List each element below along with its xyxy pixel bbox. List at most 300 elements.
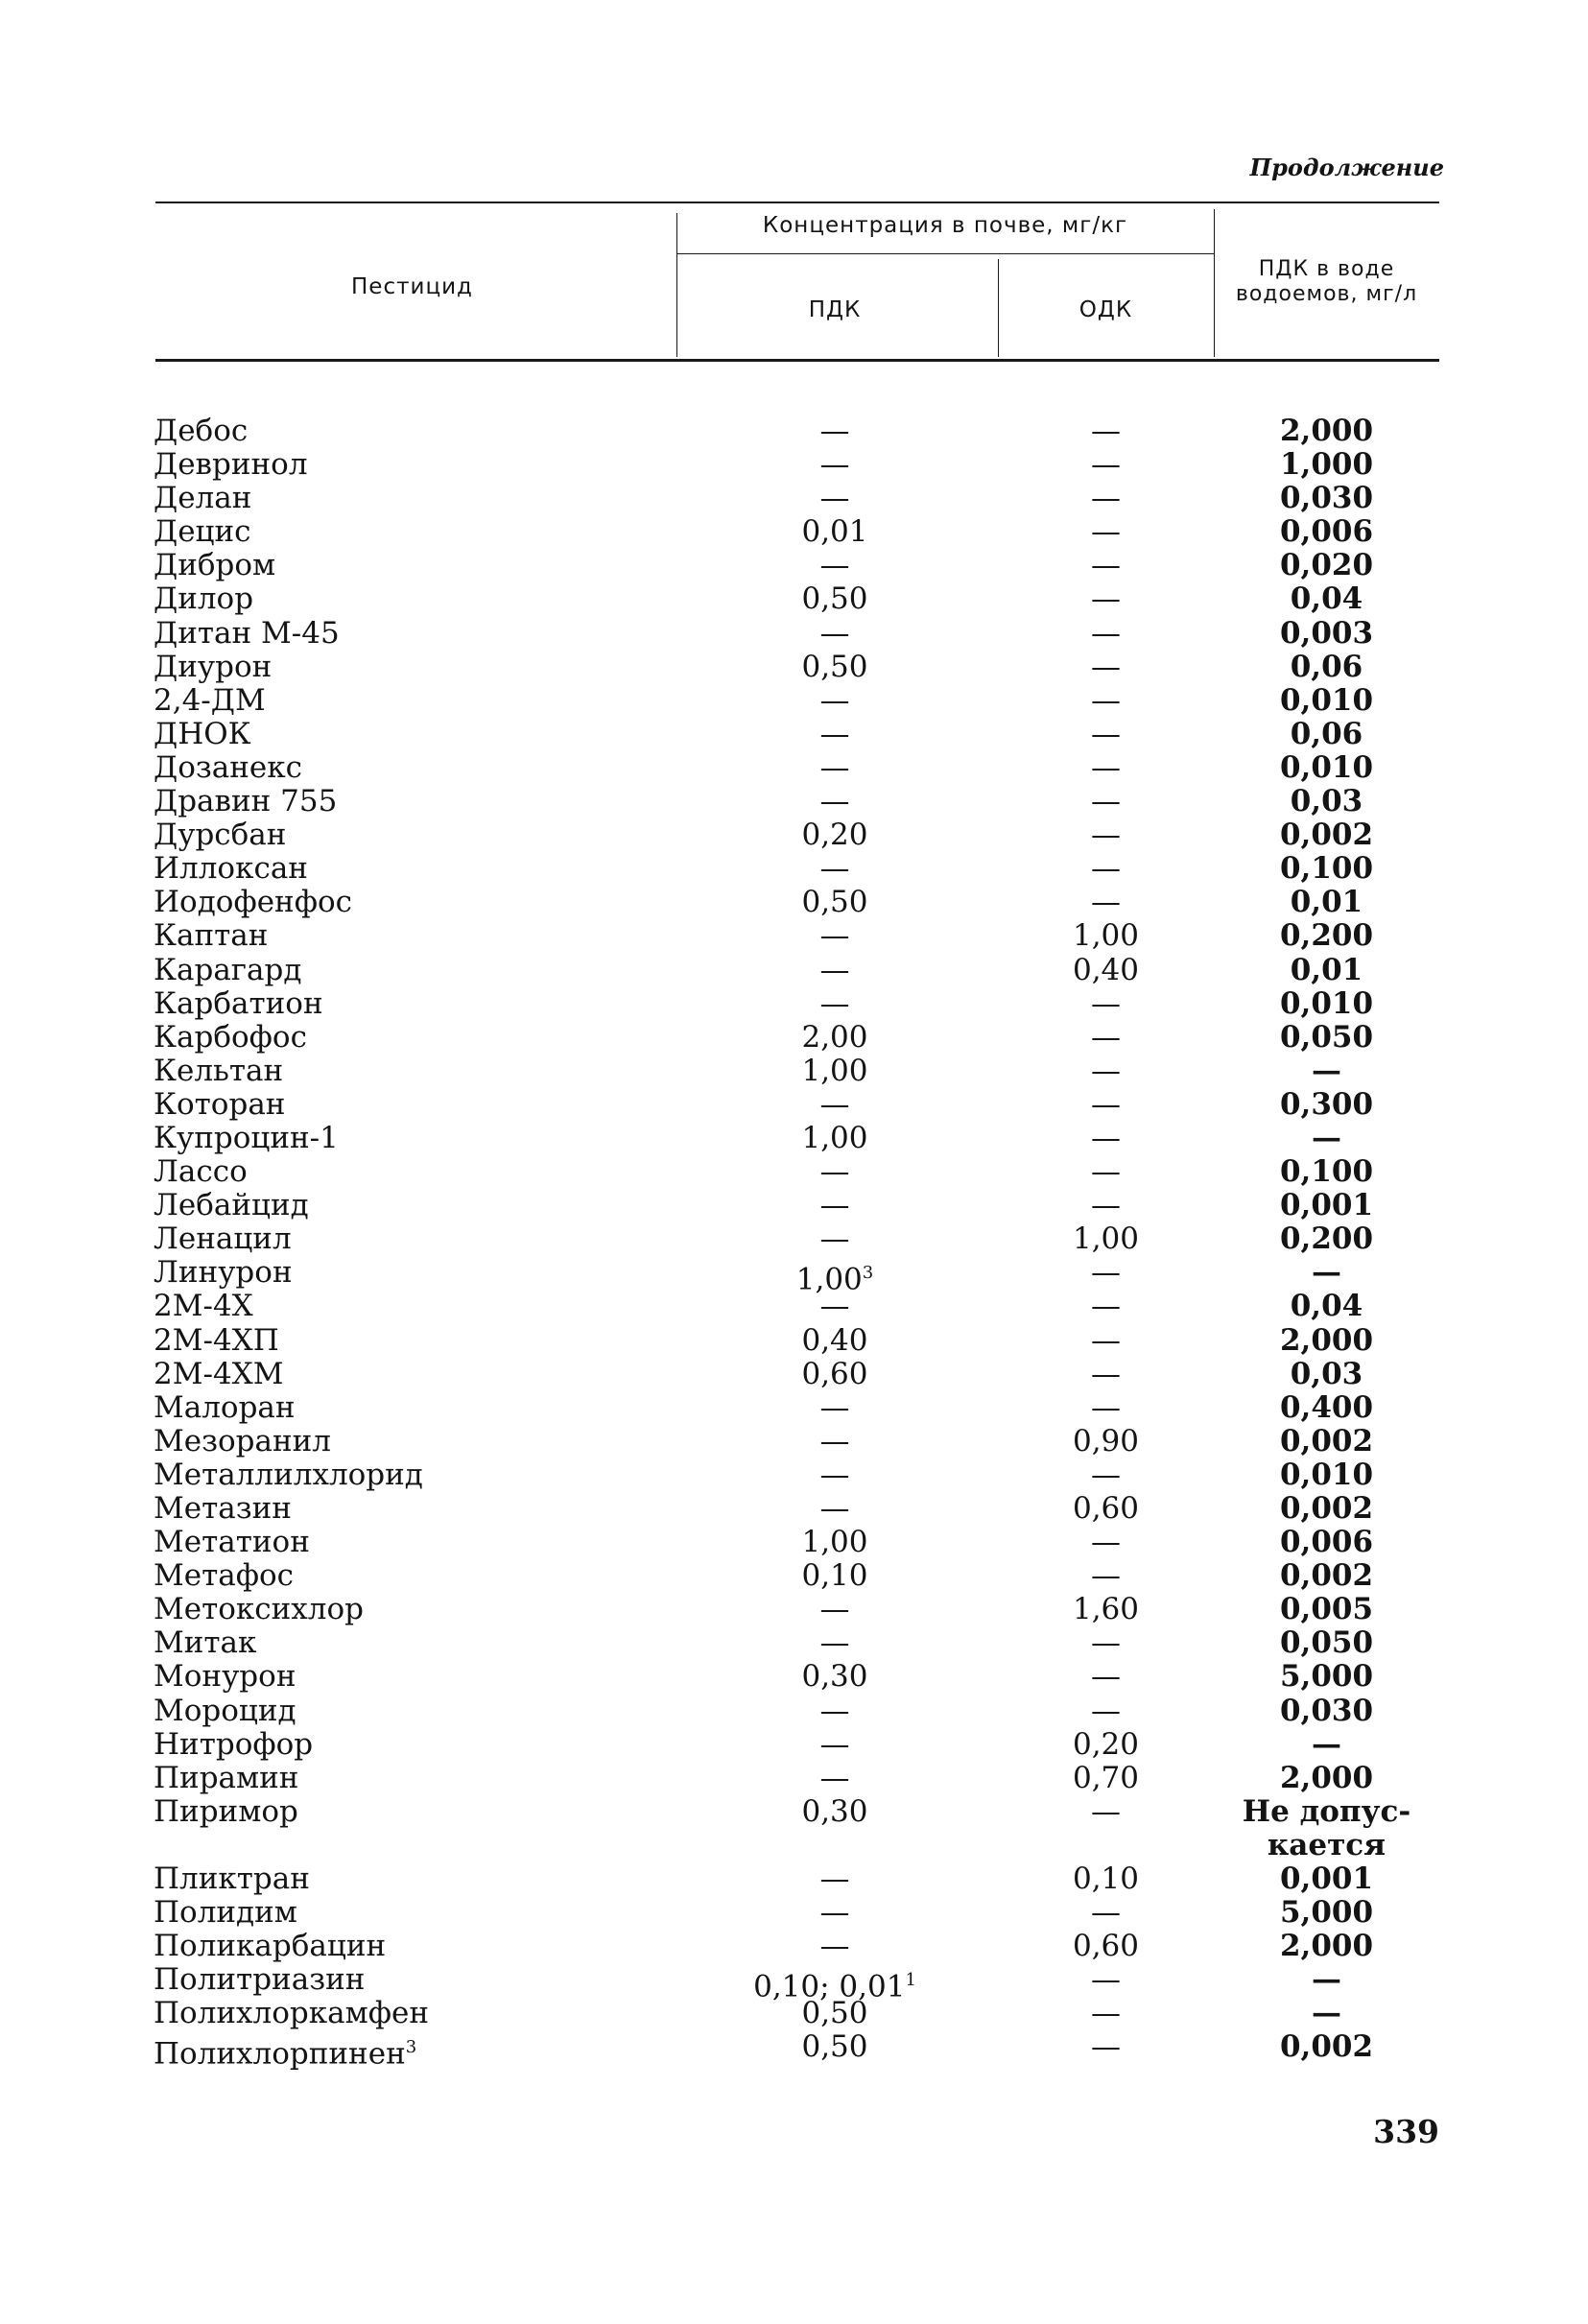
water-pdk-value — [1214, 448, 1439, 482]
water-pdk-value — [1214, 617, 1439, 651]
odk-value-text: — — [1091, 885, 1121, 920]
pdk-value-text: — — [819, 1625, 850, 1661]
pesticide-name — [154, 1290, 652, 1323]
pdk-value — [676, 1290, 993, 1323]
footnote-marker: 1 — [905, 1970, 916, 1991]
odk-value — [998, 1660, 1214, 1694]
pesticide-name-text: Митак — [154, 1625, 257, 1661]
water-pdk-value — [1214, 1256, 1439, 1290]
pdk-value-text: — — [819, 716, 850, 751]
pdk-value — [676, 651, 993, 684]
pdk-value-text: 0,30 — [801, 1793, 868, 1829]
water-pdk-value — [1214, 1660, 1439, 1694]
table-row — [0, 515, 1588, 549]
pesticide-name — [154, 1492, 652, 1526]
footnote-marker: 3 — [862, 1263, 874, 1284]
table-row — [0, 852, 1588, 886]
odk-value — [998, 1728, 1214, 1762]
pdk-value — [676, 1695, 993, 1728]
water-pdk-value-text: — — [1312, 1053, 1341, 1088]
odk-value-text: — — [1091, 1053, 1121, 1088]
water-pdk-value — [1214, 1425, 1439, 1458]
pesticide-name-text: Карбатион — [154, 985, 323, 1021]
odk-value-text: — — [1091, 1120, 1121, 1155]
pdk-value-text: 0,50 — [801, 1996, 868, 2031]
odk-value — [998, 448, 1214, 482]
water-pdk-value — [1214, 1155, 1439, 1189]
pdk-value — [676, 684, 993, 718]
water-pdk-value-text: 5,000 — [1279, 1659, 1374, 1695]
pesticide-name — [154, 1425, 652, 1458]
water-pdk-value — [1214, 886, 1439, 919]
odk-value-text: 0,40 — [1072, 952, 1140, 987]
table-row — [0, 1997, 1588, 2030]
water-pdk-value-text: 0,001 — [1279, 1188, 1374, 1223]
pdk-value-text: — — [819, 952, 850, 987]
pdk-value-text: — — [819, 851, 850, 887]
pdk-value-text: — — [819, 1289, 850, 1324]
water-pdk-value — [1214, 1122, 1439, 1155]
pdk-value — [676, 954, 993, 987]
pdk-value — [676, 1795, 993, 1829]
pesticide-name — [154, 818, 652, 852]
water-pdk-value-text: 0,010 — [1279, 1457, 1374, 1492]
pesticide-name-text: ДНОК — [154, 716, 251, 751]
table-body — [0, 414, 1588, 2072]
table-row — [0, 549, 1588, 582]
table-row — [0, 1122, 1588, 1155]
water-pdk-value — [1214, 1795, 1439, 1862]
pesticide-name — [154, 1963, 652, 1997]
pesticide-name — [154, 1222, 652, 1256]
water-pdk-value-text: — — [1312, 1962, 1341, 1998]
pdk-value-text: — — [819, 985, 850, 1021]
pesticide-name — [154, 1795, 652, 1829]
odk-value — [998, 1963, 1214, 1997]
pesticide-name-text: 2М-4Х — [154, 1289, 253, 1324]
pesticide-name-text: Полихлорпинен — [154, 2036, 406, 2072]
water-pdk-value-text: Не допус- — [1242, 1793, 1411, 1829]
water-pdk-value — [1214, 751, 1439, 785]
pesticide-name — [154, 1391, 652, 1425]
pesticide-name — [154, 1728, 652, 1762]
pesticide-name-text: Дравин 755 — [154, 784, 338, 819]
pdk-value-text: — — [819, 1861, 850, 1896]
pdk-value — [676, 1728, 993, 1762]
odk-value-text: — — [1091, 1255, 1121, 1291]
pesticide-name-text: Ленацил — [154, 1221, 292, 1257]
pesticide-name-text: Метоксихлор — [154, 1592, 364, 1627]
odk-value-text: — — [1091, 1086, 1121, 1122]
pesticide-name-text: Монурон — [154, 1659, 296, 1695]
pesticide-name-text: Метафос — [154, 1558, 295, 1594]
water-pdk-value-text: 0,050 — [1279, 1019, 1374, 1055]
water-pdk-value-text: — — [1312, 1255, 1341, 1291]
table-row — [0, 818, 1588, 852]
water-pdk-value-text: 0,04 — [1290, 1289, 1363, 1324]
table-row — [0, 651, 1588, 684]
pesticide-name — [154, 1324, 652, 1358]
table-row — [0, 954, 1588, 987]
water-pdk-value — [1214, 582, 1439, 616]
pdk-value-text: — — [819, 615, 850, 651]
odk-value — [998, 582, 1214, 616]
pdk-value — [676, 1324, 993, 1358]
pdk-value — [676, 1559, 993, 1593]
header-water-line1: ПДК в воде — [1258, 257, 1395, 281]
water-pdk-value-text: 0,06 — [1290, 716, 1363, 751]
pesticide-name — [154, 1695, 652, 1728]
pesticide-name-text: Дибром — [154, 548, 276, 583]
pdk-value — [676, 448, 993, 482]
odk-value-text: — — [1091, 1894, 1121, 1930]
pesticide-name-text: Дозанекс — [154, 749, 302, 785]
table-row — [0, 1222, 1588, 1256]
odk-value — [998, 1492, 1214, 1526]
table-row — [0, 1088, 1588, 1122]
water-pdk-value — [1214, 987, 1439, 1021]
odk-value-text: — — [1091, 1525, 1121, 1560]
water-pdk-value — [1214, 919, 1439, 953]
pdk-value — [676, 1626, 993, 1660]
odk-value-text: 1,00 — [1072, 1221, 1140, 1257]
odk-value-text: — — [1091, 447, 1121, 483]
odk-value — [998, 1997, 1214, 2030]
footnote-marker: 3 — [405, 2037, 417, 2058]
pesticide-name-text: Нитрофор — [154, 1726, 314, 1762]
pdk-value — [676, 415, 993, 448]
water-pdk-value-text: 0,030 — [1279, 481, 1374, 516]
pesticide-name-text: Карбофос — [154, 1019, 307, 1055]
table-header-bottom-rule — [155, 359, 1439, 362]
pesticide-name — [154, 785, 652, 818]
water-pdk-value-text: 0,005 — [1279, 1592, 1374, 1627]
pesticide-name — [154, 1458, 652, 1492]
odk-value — [998, 1526, 1214, 1559]
water-pdk-value-text: 0,030 — [1279, 1693, 1374, 1728]
odk-value-text: — — [1091, 1693, 1121, 1728]
water-pdk-value-text: 2,000 — [1279, 1929, 1374, 1964]
water-pdk-value-text: 0,001 — [1279, 1861, 1374, 1896]
odk-value-text: — — [1091, 1389, 1121, 1425]
odk-value — [998, 1021, 1214, 1055]
pesticide-name — [154, 1021, 652, 1055]
table-row — [0, 582, 1588, 616]
water-pdk-value-text: 0,400 — [1279, 1389, 1374, 1425]
odk-value — [998, 1290, 1214, 1323]
pesticide-name — [154, 1862, 652, 1896]
odk-value — [998, 987, 1214, 1021]
odk-value-text: — — [1091, 414, 1121, 448]
pesticide-name — [154, 1358, 652, 1391]
pesticide-name-text: Пиримор — [154, 1793, 298, 1829]
pdk-value — [676, 751, 993, 785]
odk-value-text: — — [1091, 784, 1121, 819]
odk-value — [998, 1358, 1214, 1391]
pdk-value-text: — — [819, 1592, 850, 1627]
table-row — [0, 1795, 1588, 1862]
odk-value — [998, 1762, 1214, 1795]
table-row — [0, 1559, 1588, 1593]
water-pdk-value — [1214, 684, 1439, 718]
odk-value — [998, 1559, 1214, 1593]
pdk-value — [676, 549, 993, 582]
pesticide-name — [154, 582, 652, 616]
table-row — [0, 684, 1588, 718]
odk-value-text: — — [1091, 851, 1121, 887]
continued-label: Продолжение — [1249, 154, 1444, 181]
pdk-value — [676, 1222, 993, 1256]
water-pdk-value-text: 0,002 — [1279, 818, 1374, 853]
pesticide-name — [154, 1593, 652, 1626]
table-row — [0, 448, 1588, 482]
odk-value-text: — — [1091, 1659, 1121, 1695]
water-pdk-value-text: 0,200 — [1279, 918, 1374, 954]
pesticide-name-text: Делан — [154, 481, 252, 516]
table-row — [0, 1324, 1588, 1358]
pesticide-name-text: Пирамин — [154, 1760, 299, 1795]
water-pdk-value — [1214, 1862, 1439, 1896]
pesticide-name-text: Металлилхлорид — [154, 1457, 423, 1492]
odk-value — [998, 684, 1214, 718]
pesticide-name — [154, 2030, 652, 2071]
water-pdk-value-text: 0,03 — [1290, 1356, 1363, 1391]
pesticide-name — [154, 549, 652, 582]
water-pdk-value-text: — — [1312, 1120, 1341, 1155]
pesticide-name-text: Иллоксан — [154, 851, 308, 887]
pdk-value — [676, 1762, 993, 1795]
odk-value — [998, 2030, 1214, 2064]
pdk-value — [676, 852, 993, 886]
water-pdk-value-text: 0,006 — [1279, 514, 1374, 550]
water-pdk-value-text: 0,002 — [1279, 1491, 1374, 1526]
odk-value-text: — — [1091, 985, 1121, 1021]
table-row — [0, 1458, 1588, 1492]
pesticide-name-text: Иодофенфос — [154, 885, 353, 920]
concentration-underline — [676, 253, 1214, 254]
odk-value-text: — — [1091, 649, 1121, 684]
pesticide-name-text: 2М-4ХП — [154, 1322, 279, 1358]
odk-value-text: — — [1091, 1154, 1121, 1190]
pesticide-name-text: Дебос — [154, 414, 249, 448]
water-pdk-value — [1214, 1391, 1439, 1425]
pesticide-name — [154, 919, 652, 953]
water-pdk-value — [1214, 818, 1439, 852]
pesticide-name — [154, 1559, 652, 1593]
odk-value-text: — — [1091, 548, 1121, 583]
odk-value — [998, 852, 1214, 886]
pesticide-name-text: Дитан М-45 — [154, 615, 340, 651]
water-pdk-value-text: 0,002 — [1279, 1558, 1374, 1594]
pdk-value — [676, 2030, 993, 2064]
pdk-value-text: — — [819, 481, 850, 516]
pdk-value-text: 1,00 — [801, 1525, 868, 1560]
pesticide-name-text: Децис — [154, 514, 251, 550]
odk-value — [998, 818, 1214, 852]
odk-value-text: 1,00 — [1072, 918, 1140, 954]
table-row — [0, 482, 1588, 515]
odk-value — [998, 1458, 1214, 1492]
pdk-value-text: — — [819, 784, 850, 819]
table-row — [0, 1930, 1588, 1963]
pdk-value-text: 0,10 — [801, 1558, 868, 1594]
odk-value-text: 0,10 — [1072, 1861, 1140, 1896]
table-row — [0, 1021, 1588, 1055]
pdk-value — [676, 482, 993, 515]
odk-value — [998, 785, 1214, 818]
pesticide-name — [154, 1930, 652, 1963]
pdk-value — [676, 1088, 993, 1122]
odk-value-text: 0,20 — [1072, 1726, 1140, 1762]
odk-value — [998, 1088, 1214, 1122]
water-pdk-value — [1214, 1021, 1439, 1055]
pdk-value-text: — — [819, 1188, 850, 1223]
pdk-value — [676, 1492, 993, 1526]
water-pdk-value — [1214, 1963, 1439, 1997]
pdk-value — [676, 1930, 993, 1963]
odk-value-text: — — [1091, 1457, 1121, 1492]
water-pdk-value — [1214, 852, 1439, 886]
pdk-value — [676, 1155, 993, 1189]
odk-value-text: — — [1091, 749, 1121, 785]
odk-value-text: — — [1091, 1289, 1121, 1324]
pesticide-name — [154, 482, 652, 515]
pdk-value-text: — — [819, 414, 850, 448]
header-concentration: Концентрация в почве, мг/кг — [762, 213, 1128, 238]
table-row — [0, 1660, 1588, 1694]
water-pdk-value — [1214, 1526, 1439, 1559]
pesticide-name-text: Линурон — [154, 1255, 293, 1291]
water-pdk-value-text: 0,100 — [1279, 1154, 1374, 1190]
pdk-value — [676, 1997, 993, 2030]
odk-value — [998, 415, 1214, 448]
odk-value — [998, 617, 1214, 651]
odk-value — [998, 886, 1214, 919]
water-pdk-value-text: 0,010 — [1279, 749, 1374, 785]
pdk-value-text: 0,60 — [801, 1356, 868, 1391]
pesticide-name — [154, 1256, 652, 1290]
odk-value-text: — — [1091, 514, 1121, 550]
page-number: 339 — [1373, 2113, 1439, 2150]
water-pdk-value-text: 0,003 — [1279, 615, 1374, 651]
water-pdk-value — [1214, 1930, 1439, 1963]
water-pdk-value-text: 2,000 — [1279, 1760, 1374, 1795]
pesticide-name — [154, 1762, 652, 1795]
pesticide-name — [154, 1155, 652, 1189]
pdk-value — [676, 818, 993, 852]
pesticide-name-text: Мезоранил — [154, 1423, 332, 1458]
odk-value-text: — — [1091, 682, 1121, 718]
odk-value-text: — — [1091, 1558, 1121, 1594]
pesticide-name — [154, 1526, 652, 1559]
water-pdk-value-text: 0,010 — [1279, 985, 1374, 1021]
pdk-value-text: — — [819, 1760, 850, 1795]
pdk-value-text: 0,10; 0,01 — [753, 1969, 906, 2004]
pesticide-name-text: Каптан — [154, 918, 269, 954]
pesticide-name-text: Мороцид — [154, 1693, 296, 1728]
header-odk: ОДК — [1078, 297, 1133, 322]
water-pdk-value — [1214, 1728, 1439, 1762]
water-pdk-value — [1214, 415, 1439, 448]
pdk-value-text: 0,50 — [801, 649, 868, 684]
table-row — [0, 1728, 1588, 1762]
pesticide-name — [154, 954, 652, 987]
odk-value-text: 0,70 — [1072, 1760, 1140, 1795]
pesticide-name-text: Лассо — [154, 1154, 248, 1190]
table-row — [0, 886, 1588, 919]
water-pdk-value — [1214, 1896, 1439, 1930]
odk-value-text: — — [1091, 2029, 1121, 2065]
odk-value — [998, 515, 1214, 549]
pdk-value — [676, 1862, 993, 1896]
pdk-value — [676, 1593, 993, 1626]
pesticide-name — [154, 1660, 652, 1694]
water-pdk-value-text: — — [1312, 1996, 1341, 2031]
table-row — [0, 1055, 1588, 1088]
odk-value-text: — — [1091, 481, 1121, 516]
pdk-value — [676, 886, 993, 919]
pesticide-name-text: Дурсбан — [154, 818, 287, 853]
water-pdk-value-text: 2,000 — [1279, 414, 1374, 448]
table-row — [0, 1358, 1588, 1391]
water-pdk-value-text: 2,000 — [1279, 1322, 1374, 1358]
pesticide-name-text: Метазин — [154, 1491, 292, 1526]
pdk-value — [676, 1425, 993, 1458]
table-row — [0, 1762, 1588, 1795]
water-pdk-value — [1214, 1559, 1439, 1593]
pesticide-name — [154, 718, 652, 751]
pdk-value-text: — — [819, 1491, 850, 1526]
pesticide-name-text: 2,4-ДМ — [154, 682, 266, 718]
table-row — [0, 1526, 1588, 1559]
pdk-value-text: — — [819, 682, 850, 718]
water-pdk-value-text: 0,01 — [1290, 885, 1363, 920]
pdk-value-text: — — [819, 447, 850, 483]
pdk-value-text: — — [819, 1693, 850, 1728]
water-pdk-value-text: 0,010 — [1279, 682, 1374, 718]
water-pdk-value — [1214, 1358, 1439, 1391]
table-row — [0, 1896, 1588, 1930]
water-pdk-value-text: 0,100 — [1279, 851, 1374, 887]
pesticide-name-text: Полидим — [154, 1894, 297, 1930]
pesticide-name — [154, 1122, 652, 1155]
pdk-value — [676, 1021, 993, 1055]
table-row — [0, 1492, 1588, 1526]
odk-value — [998, 1626, 1214, 1660]
pdk-value-text: 1,00 — [795, 1262, 863, 1297]
water-pdk-value — [1214, 1222, 1439, 1256]
pesticide-name-text: Диурон — [154, 649, 273, 684]
water-pdk-value — [1214, 1593, 1439, 1626]
odk-value-text: 0,60 — [1072, 1491, 1140, 1526]
pesticide-name-text: Малоран — [154, 1389, 296, 1425]
pesticide-name-text: Политриазин — [154, 1962, 366, 1998]
water-pdk-value-text: 0,03 — [1290, 784, 1363, 819]
odk-value — [998, 1055, 1214, 1088]
pdk-value — [676, 1122, 993, 1155]
water-pdk-value-text: 0,04 — [1290, 581, 1363, 617]
pdk-value-text: — — [819, 1726, 850, 1762]
table-row — [0, 1593, 1588, 1626]
header-water-line2: водоемов, мг/л — [1235, 282, 1418, 306]
pdk-value-text: — — [819, 1086, 850, 1122]
water-pdk-value — [1214, 718, 1439, 751]
water-pdk-value — [1214, 2030, 1439, 2064]
water-pdk-value — [1214, 1997, 1439, 2030]
odk-value — [998, 1256, 1214, 1290]
water-pdk-value-text: 0,300 — [1279, 1086, 1374, 1122]
table-row — [0, 1255, 1588, 1297]
